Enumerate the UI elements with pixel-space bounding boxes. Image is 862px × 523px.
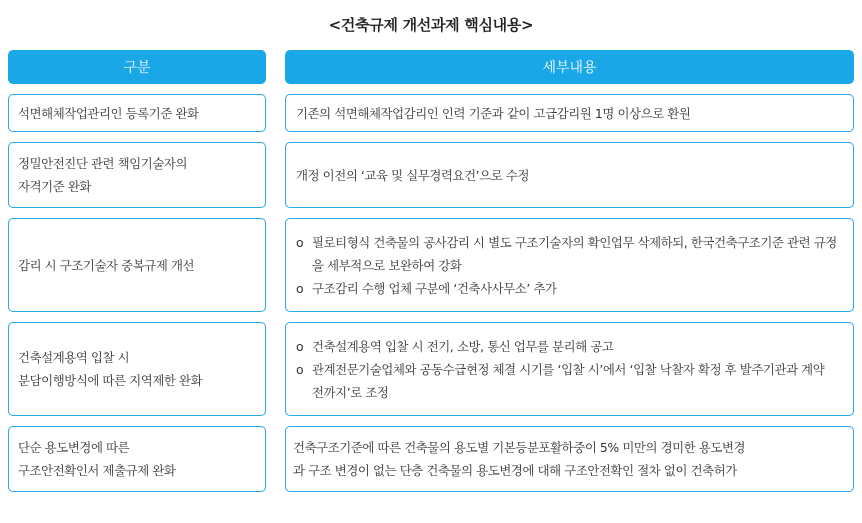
row-1-details	[285, 94, 854, 132]
row-1-category	[8, 94, 266, 132]
row-5-category-line: 단순 용도변경에 따른	[18, 440, 130, 455]
bullet-marker: o	[296, 234, 304, 250]
header-details: 세부내용	[285, 50, 854, 84]
row-2-category-line: 자격기준 완화	[18, 179, 91, 194]
bullet-text: 필로티형식 건축물의 공사감리 시 별도 구조기술자의 확인업무 삭제하되, 한국건축구조기준 관련 규정을 세부적으로 보완하여 강화	[312, 234, 837, 273]
bullet-marker: o	[296, 361, 304, 377]
row-4-category	[8, 322, 266, 416]
row-5-category-line: 구조안전확인서 제출규제 완화	[18, 463, 176, 478]
row-3-category-line: 감리 시 구조기술자 중복규제 개선	[18, 257, 195, 273]
bullet-item	[296, 277, 853, 300]
row-4-category-line: 건축설계용역 입찰 시	[18, 350, 130, 365]
row-5-details-line: 과 구조 변경이 없는 단층 건축물의 용도변경에 대해 구조안전확인 절차 없이 건축허가	[293, 463, 737, 478]
bullet-item	[296, 335, 853, 358]
page-title: <건축규제 개선과제 핵심내용>	[328, 16, 534, 34]
bullet-text: 관계전문기술업체와 공동수급현정 체결 시기를 ‘입찰 시’에서 ‘입찰 낙찰자 확정 후 발주기관과 계약 전까지’로 조정	[312, 361, 825, 400]
header-category: 구분	[8, 50, 266, 84]
row-2-details-line: 개정 이전의 ‘교육 및 실무경력요건’으로 수정	[296, 167, 530, 183]
row-5-category	[8, 426, 266, 492]
bullet-text: 구조감리 수행 업체 구분에 ‘건축사사무소’ 추가	[312, 280, 557, 296]
row-2-details	[285, 142, 854, 208]
row-1-category-line: 석면해체작업관리인 등록기준 완화	[18, 105, 199, 121]
row-4-details	[285, 322, 854, 416]
row-5-details-line: 건축구조기준에 따른 건축물의 용도별 기본등분포활하중이 5% 미만의 경미한 용도변경	[293, 440, 746, 455]
row-3-details	[285, 218, 854, 312]
row-5-details	[285, 426, 854, 492]
row-2-category	[8, 142, 266, 208]
bullet-item	[296, 358, 853, 404]
row-2-category-line: 정밀안전진단 관련 책임기술자의	[18, 156, 188, 171]
bullet-marker: o	[296, 338, 304, 354]
bullet-item	[296, 231, 853, 277]
row-3-category	[8, 218, 266, 312]
bullet-marker: o	[296, 280, 304, 296]
bullet-text: 건축설계용역 입찰 시 전기, 소방, 통신 업무를 분리해 공고	[312, 338, 614, 354]
row-1-details-line: 기존의 석면해체작업감리인 인력 기준과 같이 고급감리원 1명 이상으로 환원	[296, 105, 691, 121]
row-4-category-line: 분담이행방식에 따른 지역제한 완화	[18, 373, 203, 388]
